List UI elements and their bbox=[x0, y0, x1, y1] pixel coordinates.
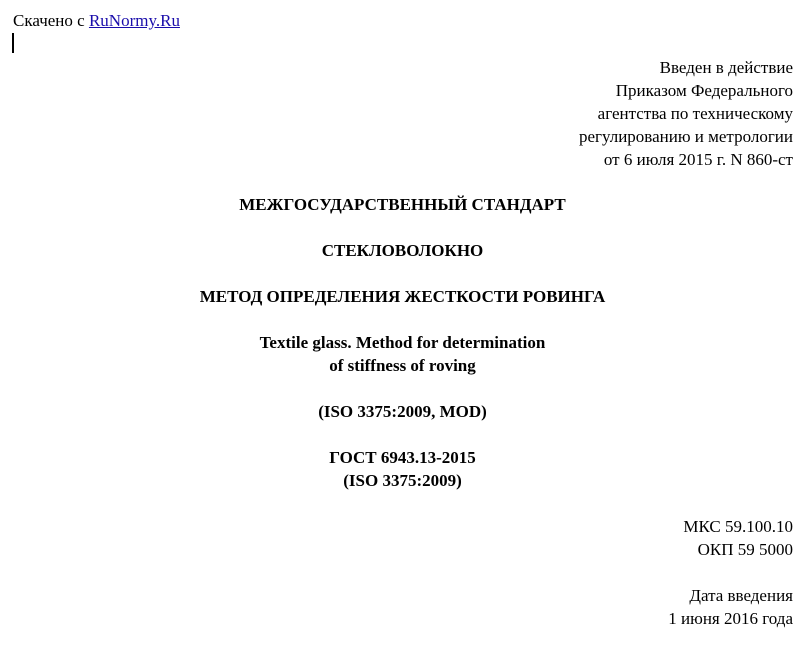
standard-kind-text: МЕЖГОСУДАРСТВЕННЫЙ СТАНДАРТ bbox=[239, 195, 566, 214]
mks-code: МКС 59.100.10 bbox=[683, 517, 793, 536]
classification-codes bbox=[683, 515, 793, 561]
iso-reference bbox=[0, 400, 799, 423]
standard-kind bbox=[0, 193, 799, 216]
standard-method-text: МЕТОД ОПРЕДЕЛЕНИЯ ЖЕСТКОСТИ РОВИНГА bbox=[199, 287, 606, 306]
english-title bbox=[0, 331, 799, 377]
effective-date bbox=[668, 584, 793, 630]
enactment-line: от 6 июля 2015 г. N 860-ст bbox=[603, 150, 793, 169]
gost-number: ГОСТ 6943.13-2015 bbox=[329, 448, 476, 467]
iso-reference-text: (ISO 3375:2009, MOD) bbox=[318, 402, 487, 421]
enactment-note bbox=[579, 56, 793, 171]
effective-date-label: Дата введения bbox=[689, 586, 793, 605]
source-prefix: Скачено с bbox=[13, 11, 85, 30]
gost-iso-equivalent: (ISO 3375:2009) bbox=[343, 471, 462, 490]
source-line bbox=[13, 9, 180, 32]
english-title-line: Textile glass. Method for determination bbox=[259, 333, 546, 352]
enactment-line: регулированию и метрологии bbox=[578, 127, 793, 146]
enactment-line: Введен в действие bbox=[659, 58, 793, 77]
source-link[interactable]: RuNormy.Ru bbox=[88, 11, 180, 30]
standard-subject-text: СТЕКЛОВОЛОКНО bbox=[321, 241, 484, 260]
enactment-line: агентства по техническому bbox=[597, 104, 793, 123]
standard-method-title bbox=[0, 285, 799, 308]
english-title-line: of stiffness of roving bbox=[329, 356, 476, 375]
enactment-line: Приказом Федерального bbox=[615, 81, 793, 100]
standard-subject bbox=[0, 239, 799, 262]
okp-code: ОКП 59 5000 bbox=[697, 540, 793, 559]
effective-date-value: 1 июня 2016 года bbox=[668, 609, 793, 628]
text-cursor bbox=[12, 33, 14, 53]
gost-designation bbox=[0, 446, 799, 492]
